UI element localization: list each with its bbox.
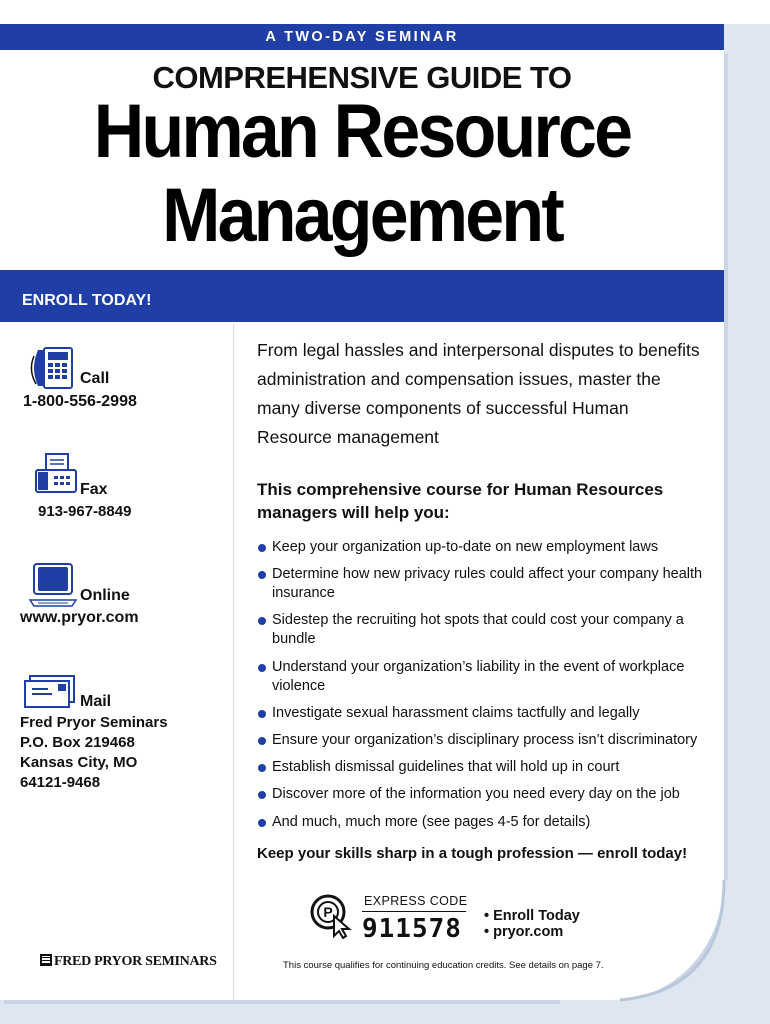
list-item: Determine how new privacy rules could affect your company health insurance	[257, 565, 713, 603]
closing-call-to-action: Keep your skills sharp in a tough profession — enroll today!	[257, 845, 688, 862]
pryor-url-note[interactable]: • pryor.com	[484, 924, 564, 940]
logo-text: FRED PRYOR SEMINARS	[54, 954, 217, 969]
mail-line-3: Kansas City, MO	[20, 754, 138, 771]
list-item: Ensure your organization’s disciplinary process isn’t discriminatory	[257, 731, 713, 750]
online-url[interactable]: www.pryor.com	[20, 609, 139, 626]
seminar-banner	[0, 24, 724, 50]
mail-line-2: P.O. Box 219468	[20, 734, 135, 751]
list-item: Sidestep the recruiting hot spots that could cost your company a bundle	[257, 611, 713, 649]
contact-column	[0, 324, 234, 1000]
express-code-value: 911578	[362, 914, 462, 944]
seminar-banner-text: A TWO-DAY SEMINAR	[265, 29, 459, 45]
fred-pryor-logo	[40, 954, 217, 970]
page-curl-decoration	[560, 880, 770, 1024]
express-code-label: EXPRESS CODE	[364, 894, 468, 908]
enroll-bar	[0, 270, 724, 322]
page-title-line-2: Management	[162, 173, 562, 258]
call-label: Call	[80, 370, 110, 387]
envelope-icon	[22, 674, 78, 710]
list-item: And much, much more (see pages 4-5 for details)	[257, 813, 713, 832]
list-item: Establish dismissal guidelines that will hold up in court	[257, 758, 713, 777]
fax-label: Fax	[80, 481, 108, 498]
intro-paragraph: From legal hassles and interpersonal disputes to benefits administration and compensation issues, master the many diverse components of successful Human Resource management	[257, 340, 700, 447]
list-item: Investigate sexual harassment claims tactfully and legally	[257, 704, 713, 723]
telephone-icon	[28, 346, 84, 392]
enroll-label: ENROLL TODAY!	[22, 292, 152, 309]
computer-icon	[26, 562, 80, 608]
fax-number[interactable]: 913-967-8849	[38, 503, 132, 520]
page-title-line-1: Human Resource	[93, 89, 631, 174]
page-subtitle: COMPREHENSIVE GUIDE TO	[152, 60, 572, 95]
fax-machine-icon	[32, 452, 82, 496]
click-pointer-icon	[308, 892, 356, 940]
mail-label: Mail	[80, 693, 112, 710]
enroll-today-note: • Enroll Today	[484, 908, 580, 924]
svg-text:P: P	[323, 904, 333, 920]
online-label: Online	[80, 587, 130, 604]
express-code-rule	[362, 911, 466, 912]
logo-mark-icon	[40, 954, 52, 966]
top-margin	[0, 0, 770, 24]
list-item: Discover more of the information you need every day on the job	[257, 785, 713, 804]
call-number[interactable]: 1-800-556-2998	[23, 393, 137, 410]
list-item: Keep your organization up-to-date on new employment laws	[257, 538, 713, 557]
mail-line-4: 64121-9468	[20, 774, 101, 791]
benefit-list	[257, 538, 713, 840]
mail-line-1: Fred Pryor Seminars	[20, 714, 168, 731]
list-item: Understand your organization’s liability in the event of workplace violence	[257, 658, 713, 696]
continuing-education-footnote: This course qualifies for continuing education credits. See details on page 7.	[283, 960, 604, 971]
help-heading: This comprehensive course for Human Resources managers will help you:	[257, 480, 664, 522]
